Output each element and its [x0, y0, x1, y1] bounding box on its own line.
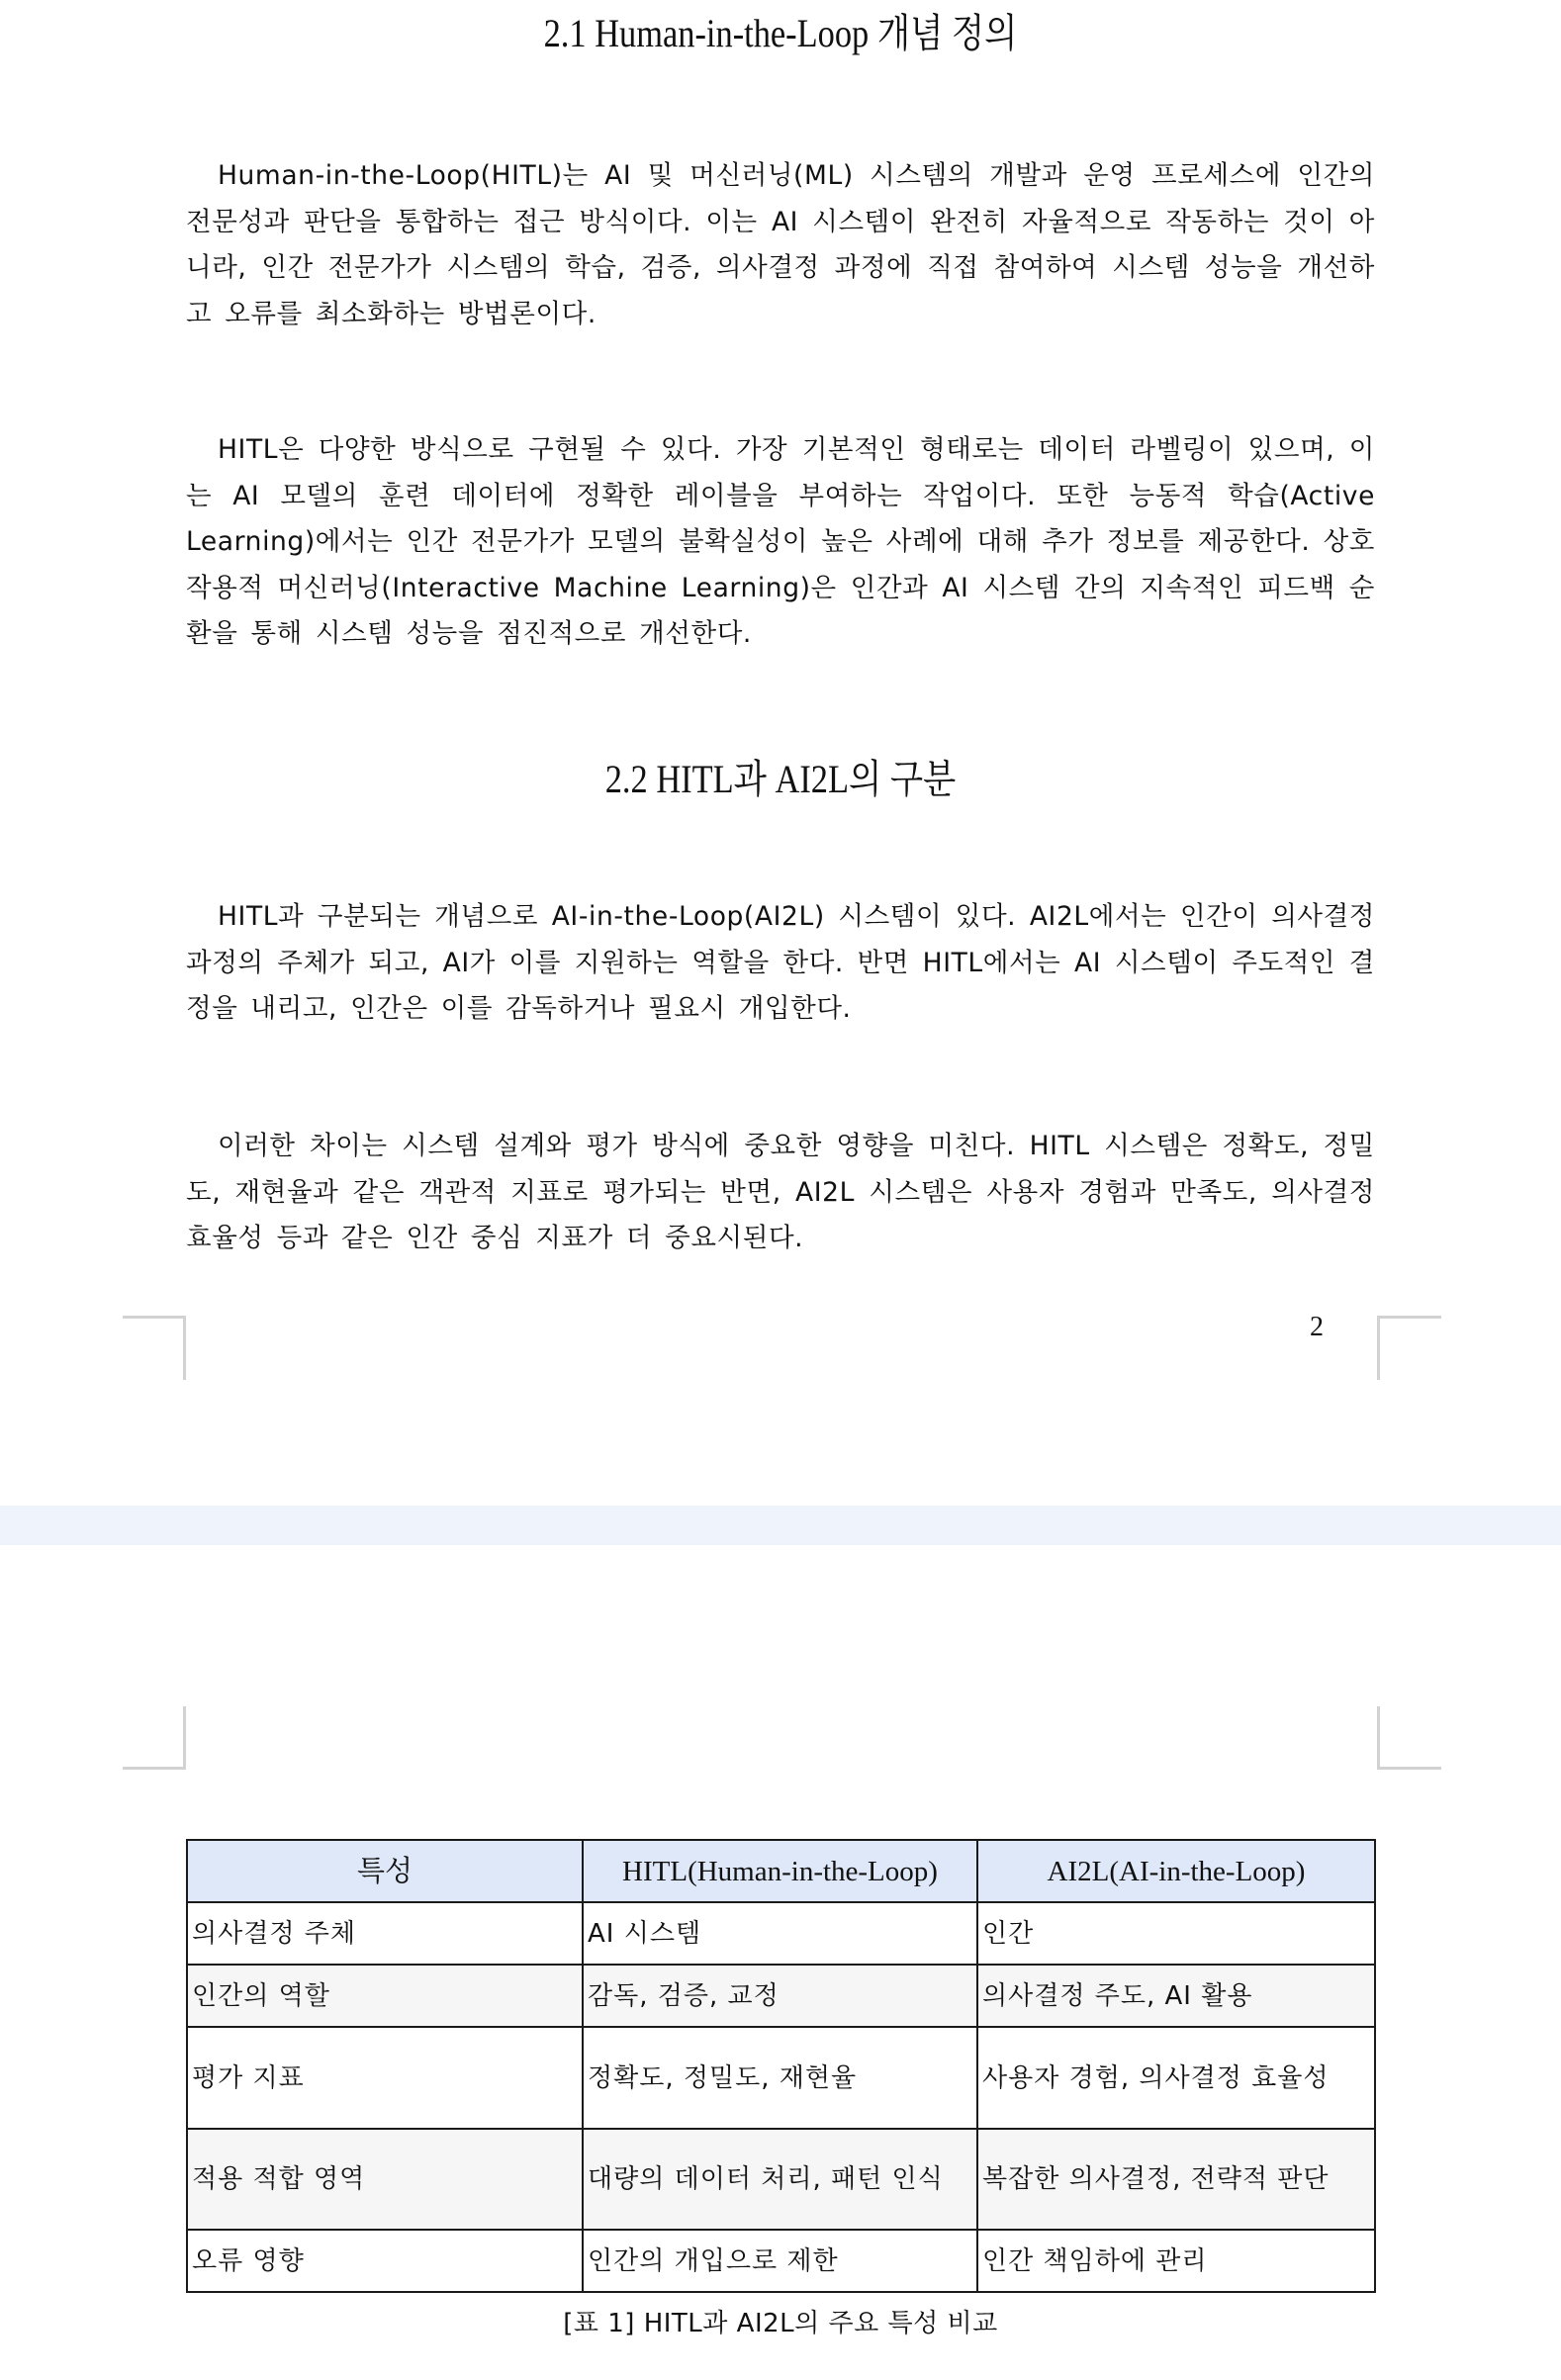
paragraph-ai2l-distinction: HITL과 구분되는 개념으로 AI-in-the-Loop(AI2L) 시스템이 있다. AI2L에서는 인간이 의사결정 과정의 주체가 되고, AI가 이를 지원하는 역할을 한다. 반면 HITL에서는 AI 시스템이 주도적인 결정을 내리고, 인간은 이를 감독하거나 필요시 개입한다.	[186, 901, 1375, 1024]
table-cell: 사용자 경험, 의사결정 효율성	[977, 2027, 1375, 2129]
table-cell: 감독, 검증, 교정	[583, 1965, 977, 2027]
table-header-cell: 특성	[187, 1840, 583, 1902]
table-header-cell: HITL(Human-in-the-Loop)	[583, 1840, 977, 1902]
table-cell: 인간 책임하에 관리	[977, 2230, 1375, 2292]
section-heading-2-2: 2.2 HITL과 AI2L의 구분	[604, 757, 957, 801]
corner-mark-bottom-right	[1377, 1316, 1441, 1380]
table-cell: 평가 지표	[187, 2027, 583, 2129]
paragraph-evaluation-differences: 이러한 차이는 시스템 설계와 평가 방식에 중요한 영향을 미친다. HITL 시스템은 정확도, 정밀도, 재현율과 같은 객관적 지표로 평가되는 반면, AI2L 시스템은 사용자 경험과 만족도, 의사결정 효율성 등과 같은 인간 중심 지표가 더 중요시된다.	[186, 1131, 1375, 1253]
table-cell: 오류 영향	[187, 2230, 583, 2292]
corner-mark-top-left	[123, 1706, 186, 1770]
page-number: 2	[1310, 1312, 1324, 1342]
table-header-cell: AI2L(AI-in-the-Loop)	[977, 1840, 1375, 1902]
table-cell: AI 시스템	[583, 1902, 977, 1965]
section-heading-2-1: 2.1 Human-in-the-Loop 개념 정의	[543, 11, 1018, 55]
table-row	[187, 1902, 1375, 1965]
table-cell: 복잡한 의사결정, 전략적 판단	[977, 2129, 1375, 2230]
table-row	[187, 2129, 1375, 2230]
table-row	[187, 1965, 1375, 2027]
page-separator	[0, 1506, 1561, 1545]
table-cell: 의사결정 주도, AI 활용	[977, 1965, 1375, 2027]
comparison-table	[186, 1839, 1376, 2293]
table-caption: [표 1] HITL과 AI2L의 주요 특성 비교	[563, 2309, 998, 2338]
table-row	[187, 2027, 1375, 2129]
table-header-row	[187, 1840, 1375, 1902]
corner-mark-bottom-left	[123, 1316, 186, 1380]
table-cell: 정확도, 정밀도, 재현율	[583, 2027, 977, 2129]
paragraph-hitl-methods: HITL은 다양한 방식으로 구현될 수 있다. 가장 기본적인 형태로는 데이터 라벨링이 있으며, 이는 AI 모델의 훈련 데이터에 정확한 레이블을 부여하는 작업이다. 또한 능동적 학습(Active Learning)에서는 인간 전문가가 모델의 불확실성이 높은 사례에 대해 추가 정보를 제공한다. 상호작용적 머신러닝(Interactive Machine Learning)은 인간과 AI 시스템 간의 지속적인 피드백 순환을 통해 시스템 성능을 점진적으로 개선한다.	[186, 434, 1375, 649]
paragraph-hitl-definition: Human-in-the-Loop(HITL)는 AI 및 머신러닝(ML) 시스템의 개발과 운영 프로세스에 인간의 전문성과 판단을 통합하는 접근 방식이다. 이는 AI 시스템이 완전히 자율적으로 작동하는 것이 아니라, 인간 전문가가 시스템의 학습, 검증, 의사결정 과정에 직접 참여하여 시스템 성능을 개선하고 오류를 최소화하는 방법론이다.	[186, 160, 1375, 329]
table-cell: 적용 적합 영역	[187, 2129, 583, 2230]
corner-mark-top-right	[1377, 1706, 1441, 1770]
table-cell: 대량의 데이터 처리, 패턴 인식	[583, 2129, 977, 2230]
table-cell: 의사결정 주체	[187, 1902, 583, 1965]
table-row	[187, 2230, 1375, 2292]
table-cell: 인간의 역할	[187, 1965, 583, 2027]
table-cell: 인간의 개입으로 제한	[583, 2230, 977, 2292]
table-cell: 인간	[977, 1902, 1375, 1965]
